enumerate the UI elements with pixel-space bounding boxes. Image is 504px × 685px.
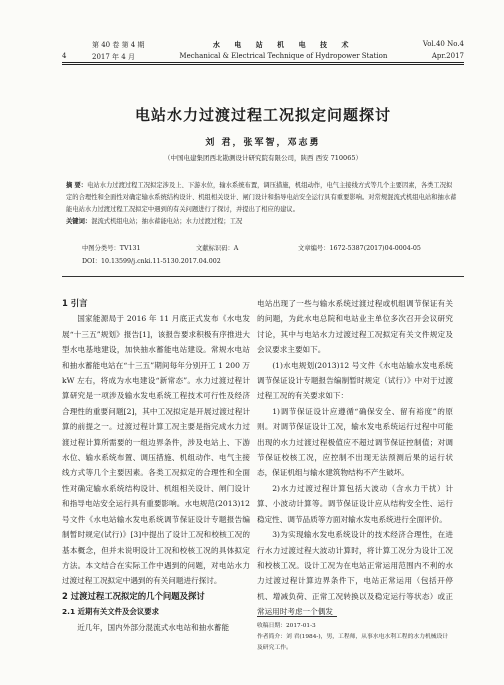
header-date-en: Apr.2017 xyxy=(431,52,464,60)
abstract-block xyxy=(66,180,458,228)
header-vol-en: Vol.40 No.4 xyxy=(422,40,464,48)
subsection-2-1-heading: 2.1 近期有关文件及会议要求 xyxy=(62,607,159,617)
article-number: 文章编号：1672-5387(2017)04-0004-05 xyxy=(298,245,421,252)
paragraph: 1)调节保证设计应遵循“确保安全、留有裕度”的原则。对调节保证设计工况，输水发电系统运行过程中可能出现的水力过渡过程极值应不超过调节保证控制值；对调节保证校核工况，应控制不出现无法预测后果的运行状态，保证机组与输水建筑物结构不产生破坏。 xyxy=(257,406,453,478)
header-rule-thick xyxy=(62,62,464,63)
left-column xyxy=(62,296,250,635)
document-code: 文献标识码：A xyxy=(196,245,239,252)
header-journal-en: Mechanical & Electrical Technique of Hydropower Station xyxy=(179,52,388,60)
paragraph: 国家能源局于 2016 年 11 月底正式发布《水电发展“十三五”规划》报告[1]，该报告要求积极有序推进大型水电基地建设，加快抽水蓄能电站建设。常规水电站和抽水蓄能电站在“十三五”期间每年分别开工 1 200 万 kW 左右，将成为水电建设“新常态”。水力过渡过程计算研究是一项涉及输水发电系统工程技术可行性及经济合理性的重要问题[2]，其中工况拟定是开展过渡过程计算的前提之一。过渡过程计算工况主要是指完成水力过渡过程计算所需要的一组边界条件，涉及电站上、下游水位、输水系统布置、调压措施、机组动作、电气主接线方式等几个主要因素。各类工况拟定的合理性和全面性对确定输水系统结构设计、机组相关设计、闸门设计和指导电站安全运行具有重要影响。水电规范(2013)12 号文件《水电站输水发电系统调节保证设计专题报告编制暂时规定(试行)》[3]中提出了设计工况和校核工况的基本概念，但并未说明设计工况和校核工况的具体拟定方法。本文结合在实际工作中遇到的问题，对电站水力过渡过程工况拟定中遇到的有关问题进行探讨。 xyxy=(62,314,250,586)
clc-number: 中图分类号：TV131 xyxy=(82,245,141,252)
header-rule-thin xyxy=(62,64,464,65)
header-row-2 xyxy=(62,52,464,62)
abstract-text: 电站水力过渡过程工况拟定涉及上、下游水位，输水系统布置，调压措施，机组动作，电气主接线方式等几个主要因素，各类工况拟定的合理性和全面性对确定输水系统结构设计、机组相关设计、闸门设计和指导电站安全运行具有重要影响。对常规混流式机组电站和抽水蓄能电站水力过渡过程工况拟定中遇到的有关问题进行了探讨，并提出了相应的建议。 xyxy=(66,182,457,213)
received-date: 收稿日期：2017-01-3 xyxy=(257,623,316,629)
header-date-cn: 2017 年 4 月 xyxy=(92,53,135,61)
abstract-label: 摘 要： xyxy=(66,182,88,189)
footnote-rule xyxy=(257,616,337,617)
author-bio: 作者简介：刘 君(1984-)，男，工程师，从事水电水利工程的水力机械设计及研究工作。 xyxy=(257,634,449,651)
section-2-heading: 2 过渡过程工况拟定的几个问题及探讨 xyxy=(62,590,205,601)
header-journal-cn: 水 电 站 机 电 技 术 xyxy=(212,40,355,49)
right-column xyxy=(257,296,453,620)
article-meta xyxy=(82,243,421,252)
paragraph: 3)为实现输水发电系统设计的技术经济合理性，在进行水力过渡过程大波动计算时，将计算工况分为设计工况和校核工况。设计工况为在电站正常运用范围内不利的水力过渡过程计算边界条件下，电站正常运用（包括开停机、增减负荷、正常工况转换以及稳定运行等状态）或正常运用时考虑一个偶发 xyxy=(257,530,453,617)
keywords-label: 关键词： xyxy=(66,218,92,225)
header-row-1 xyxy=(62,40,464,50)
doi: DOI：10.13599/j.cnki.11-5130.2017.04.002 xyxy=(82,258,221,265)
paper-authors: 刘 君，张军智，邓志勇 xyxy=(205,138,321,148)
header-volume: 第 40 卷 第 4 期 xyxy=(92,41,145,49)
paper-affiliation: （中国电建集团西北勘测设计研究院有限公司，陕西 西安 710065） xyxy=(164,154,362,162)
paragraph: 2)水力过渡过程计算包括大波动（含水力干扰）计算、小波动计算等。调节保证设计应从结构安全性、运行稳定性、调节品质等方面对输水发电系统进行全面评价。 xyxy=(257,483,453,524)
section-1-heading: 1 引言 xyxy=(62,298,88,308)
paragraph: (1)水电规划(2013)12 号文件《水电站输水发电系统调节保证设计专题报告编制暂时规定（试行）》中对于过渡过程工况的有关要求如下： xyxy=(257,360,453,401)
paragraph: 近几年，国内外部分混流式水电站和抽水蓄能 xyxy=(77,622,230,632)
paragraph: 电站出现了一些与输水系统过渡过程或机组调节保证有关的问题，为此水电总院和电站业主单位多次召开会议研究讨论，其中与电站水力过渡过程工况拟定有关文件规定及会议要求主要如下。 xyxy=(257,299,453,355)
section-separator xyxy=(62,276,464,277)
footnote xyxy=(257,621,453,654)
paper-title: 电站水力过渡过程工况拟定问题探讨 xyxy=(134,106,391,124)
keywords xyxy=(66,216,458,228)
running-header xyxy=(62,38,464,64)
abstract xyxy=(66,180,458,216)
page-number: 4 xyxy=(62,52,67,60)
keywords-text: 混流式机组电站；抽水蓄能电站；水力过渡过程；工况 xyxy=(91,218,243,225)
